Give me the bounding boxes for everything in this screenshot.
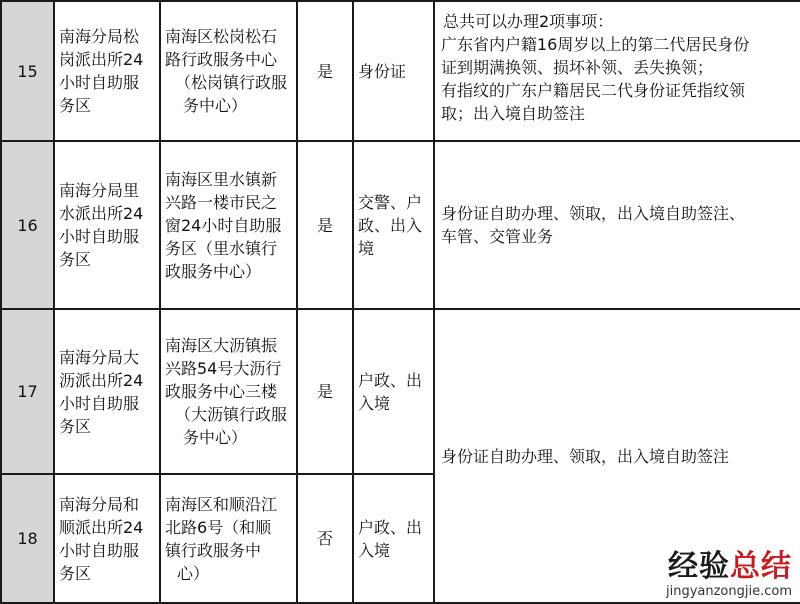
is-available-cell: 否: [297, 474, 353, 603]
is-available-cell: 是: [297, 309, 353, 474]
detail-cell: 总共可以办理2项事项： 广东省内户籍16周岁以上的第二代居民身份 证到期满换领、损坏补领、丢失换领； 有指纹的广东户籍居民二代身份证凭指纹领 取；出入境自助签注: [434, 1, 800, 141]
station-name-cell: 南海分局里 水派出所24 小时自助服 务区: [54, 141, 160, 309]
is-available-cell: 是: [297, 1, 353, 141]
table-row: [1, 309, 800, 474]
station-name-cell: 南海分局和 顺派出所24 小时自助服 务区: [54, 474, 160, 603]
row-number: 16: [1, 141, 54, 309]
station-name-cell: 南海分局松 岗派出所24 小时自助服 务区: [54, 1, 160, 141]
service-items-cell: 交警、户 政、出入 境: [353, 141, 434, 309]
service-items-cell: 身份证: [353, 1, 434, 141]
address-cell: 南海区和顺沿江 北路6号（和顺 镇行政服务中 心）: [160, 474, 297, 603]
detail-cell-merged: 身份证自助办理、领取，出入境自助签注: [434, 309, 800, 603]
service-items-cell: 户政、出 入境: [353, 309, 434, 474]
detail-cell: 身份证自助办理、领取，出入境自助签注、 车管、交管业务: [434, 141, 800, 309]
is-available-cell: 是: [297, 141, 353, 309]
watermark-logo-text: 经验总结: [668, 549, 792, 584]
table-row: [1, 141, 800, 309]
row-number: 15: [1, 1, 54, 141]
address-cell: 南海区里水镇新 兴路一楼市民之 窗24小时自助服 务区（里水镇行 政服务中心）: [160, 141, 297, 309]
address-cell: 南海区大沥镇振 兴路54号大沥行 政服务中心三楼 （大沥镇行政服 务中心）: [160, 309, 297, 474]
row-number: 17: [1, 309, 54, 474]
site-watermark: [666, 550, 792, 600]
service-items-cell: 户政、出 入境: [353, 474, 434, 603]
row-number: 18: [1, 474, 54, 603]
address-cell: 南海区松岗松石 路行政服务中心 （松岗镇行政服 务中心）: [160, 1, 297, 141]
watermark-url: jingyanzongjie.com: [665, 584, 792, 599]
station-name-cell: 南海分局大 沥派出所24 小时自助服 务区: [54, 309, 160, 474]
table-row: [1, 1, 800, 141]
